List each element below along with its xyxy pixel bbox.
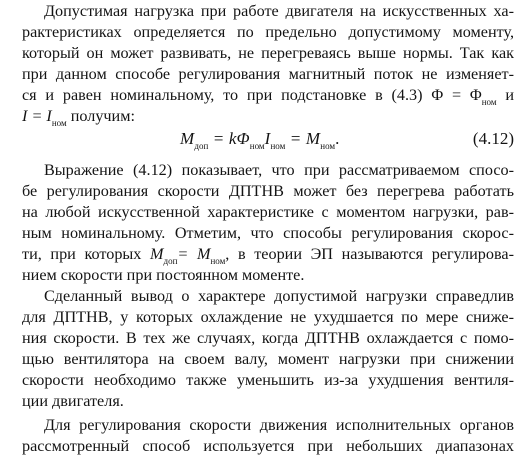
- nominal-moment-equals: = M: [177, 245, 211, 263]
- equation-4-12: [180, 128, 340, 152]
- current-nominal-subscript: ном: [51, 118, 67, 128]
- equation-rhs: = M: [285, 129, 321, 148]
- equation-current-subscript: ном: [270, 141, 286, 151]
- paragraph-2-line-4: ным номинальному. Отметим, что способы регулирования скорос-: [22, 224, 514, 242]
- paragraph-2-line-2: бе регулирования скорости ДПТНВ может без перегрева работать: [22, 182, 514, 200]
- paragraph-2-line-5-end: , в теории ЭП называются регулирова-: [225, 245, 514, 263]
- paragraph-1-line-2: рактеристиках определяется по предельно допустимому моменту,: [22, 23, 514, 41]
- equation-lhs-subscript: доп: [194, 141, 209, 151]
- paragraph-1-line-4: при данном способе регулирования магнитный поток не изменяет-: [22, 65, 514, 83]
- paragraph-2-line-6: нием скорости при постоянном моменте.: [22, 266, 305, 284]
- allowable-moment-subscript: доп: [163, 256, 178, 266]
- phi-nominal-subscript: ном: [481, 97, 497, 107]
- equation-lhs: M: [180, 129, 195, 148]
- equation-number: (4.12): [472, 129, 514, 148]
- allowable-moment-variable: M: [150, 245, 164, 263]
- paragraph-3-line-4: щью вентилятора на своем валу, момент нагрузки при снижении: [22, 350, 514, 368]
- paragraph-1-line-6: [22, 106, 135, 129]
- current-equals: = I: [27, 107, 52, 125]
- paragraph-4-line-1: Для регулирования скорости движения исполнительных органов: [44, 416, 514, 434]
- nominal-moment-subscript: ном: [210, 256, 226, 266]
- paragraph-1-line-5: [22, 85, 514, 108]
- paragraph-1-line-1: Допустимая нагрузка при работе двигателя на искусственных ха-: [44, 2, 514, 20]
- equation-tail: .: [335, 129, 340, 148]
- paragraph-3-line-5: скорости необходимо также уменьшить из-за ухудшения вентиля-: [22, 371, 514, 389]
- equation-phi-subscript: ном: [249, 141, 265, 151]
- current-variable: I: [22, 107, 28, 125]
- paragraph-3-line-3: ния скорости. В тех же случаях, когда ДПТНВ охлаждается с помо-: [22, 329, 514, 347]
- paragraph-1-line-5-end: и: [496, 86, 514, 104]
- paragraph-3-line-1: Сделанный вывод о характере допустимой нагрузки справедлив: [44, 287, 514, 305]
- paragraph-1-line-5-text: ся и равен номинальному, то при подстановке в (4.3) Φ = Φ: [22, 86, 482, 104]
- paragraph-2-line-5-start: ти, при которых: [22, 245, 151, 263]
- paragraph-2-line-3: на любой искусственной характеристике с моментом нагрузки, рав-: [22, 203, 514, 221]
- equation-current: I: [264, 129, 271, 148]
- paragraph-1-line-6-text: получим:: [66, 107, 135, 125]
- paragraph-4-line-2: рассмотренный способ используется при небольших диапазонах: [22, 437, 514, 455]
- paragraph-2-line-5: [22, 244, 514, 267]
- paragraph-3-line-2: для ДПТНВ, у которых охлаждение не ухудшается по мере сниже-: [22, 308, 514, 326]
- paragraph-2-line-1: Выражение (4.12) показывает, что при рассматриваемом спосо-: [44, 161, 514, 179]
- paragraph-1-line-3: который он может развивать, не перегреваясь выше нормы. Так как: [22, 44, 514, 62]
- paragraph-3-line-6: ции двигателя.: [22, 392, 124, 410]
- equation-rhs-subscript: ном: [320, 141, 336, 151]
- equation-middle: = kΦ: [208, 129, 250, 148]
